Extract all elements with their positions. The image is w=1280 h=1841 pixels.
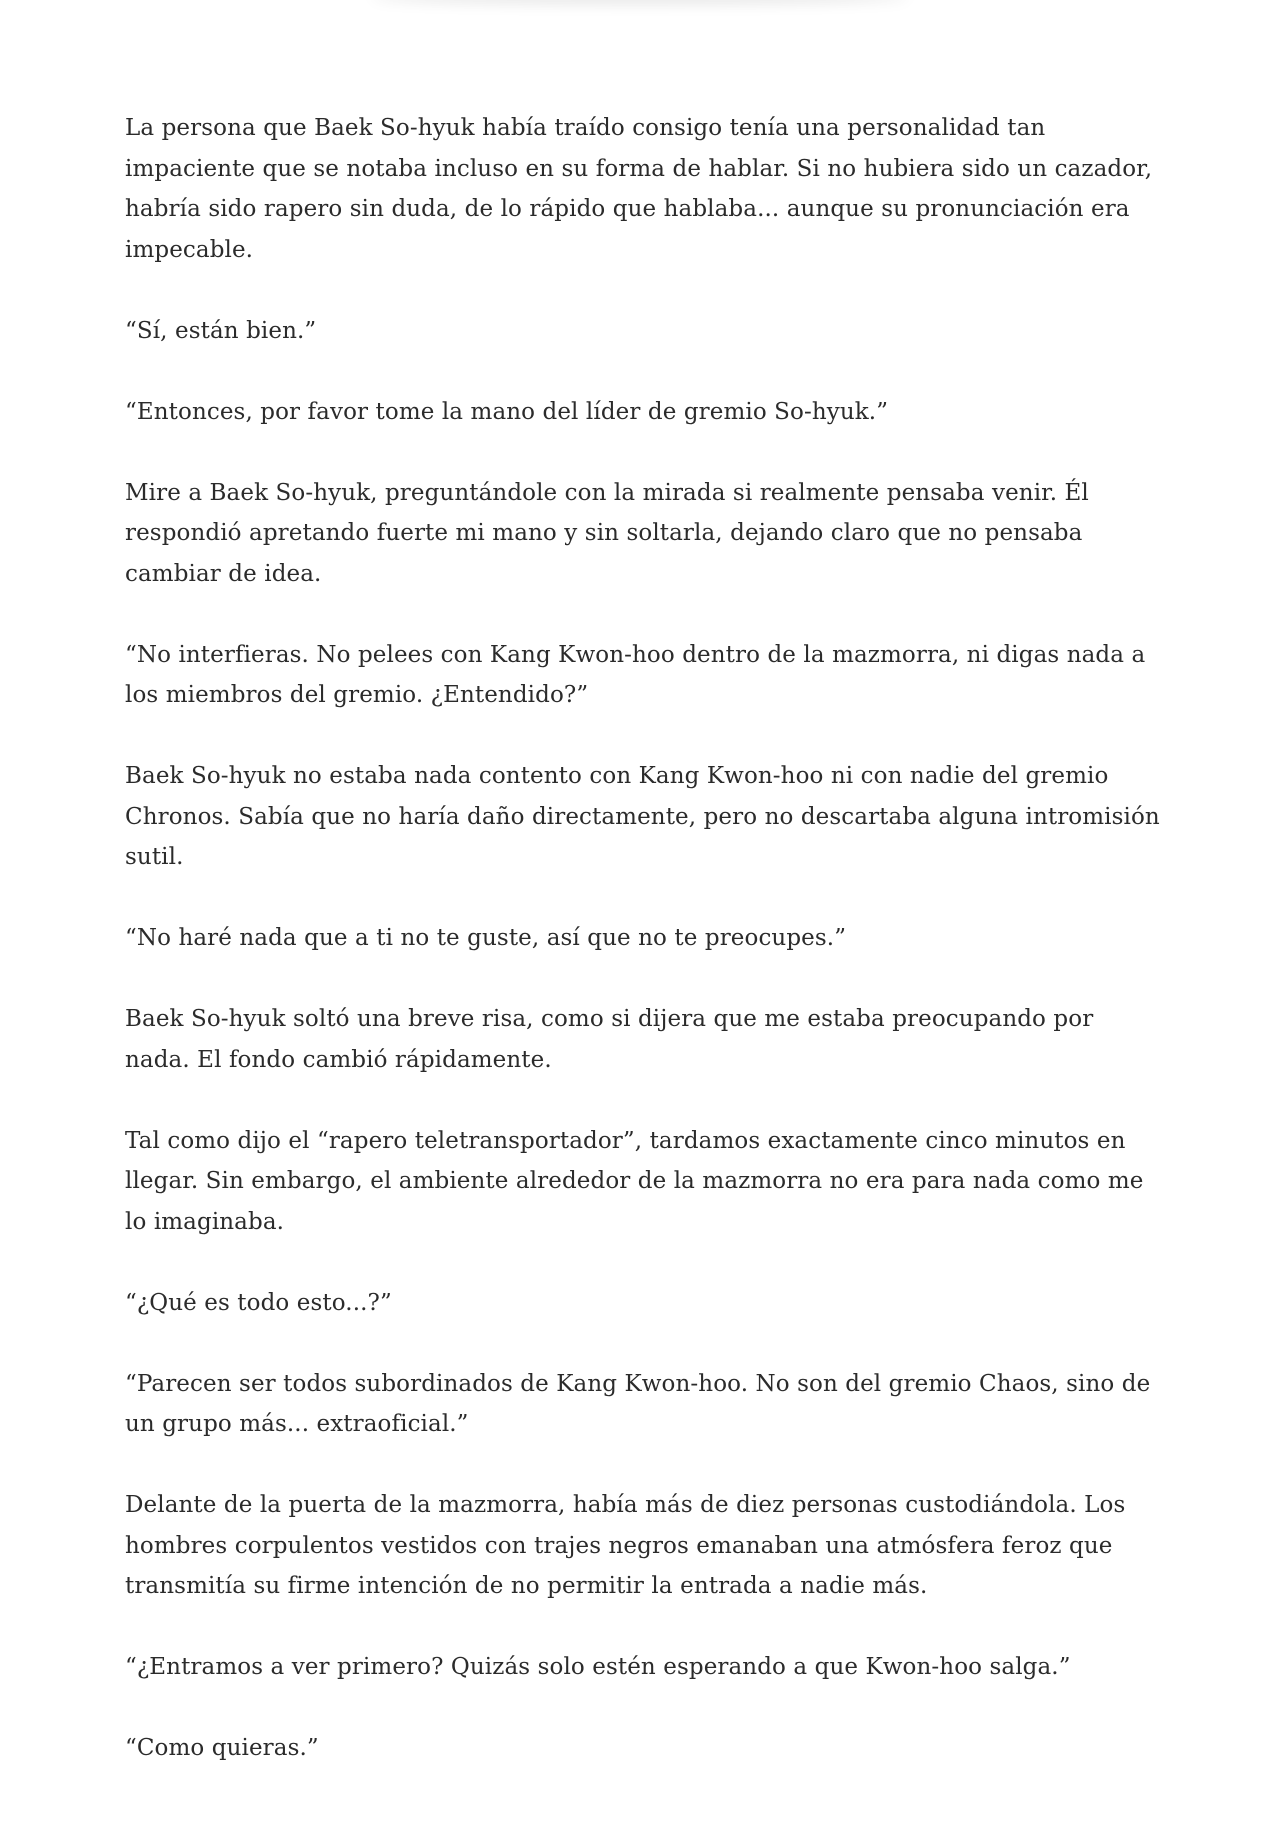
- dialogue-line: “No interfieras. No pelees con Kang Kwon-hoo dentro de la mazmorra, ni digas nada a los miembros del gremio. ¿Entendido?”: [125, 641, 1146, 708]
- paragraph: Baek So-hyuk soltó una breve risa, como si dijera que me estaba preocupando por nada. El fondo cambió rápidamente.: [125, 1006, 1094, 1073]
- paragraph: Tal como dijo el “rapero teletransportador”, tardamos exactamente cinco minutos en llegar. Sin embargo, el ambiente alrededor de la mazmorra no era para nada como me lo imaginaba.: [125, 1127, 1144, 1235]
- article-body: [125, 108, 1165, 1809]
- dialogue-line: “No haré nada que a ti no te guste, así que no te preocupes.”: [125, 925, 847, 951]
- dialogue-line: “Entonces, por favor tome la mano del líder de gremio So-hyuk.”: [125, 398, 889, 425]
- paragraph: Mire a Baek So-hyuk, preguntándole con la mirada si realmente pensaba venir. Él respondió apretando fuerte mi mano y sin soltarla, dejando claro que no pensaba cambiar de idea.: [125, 479, 1089, 587]
- dialogue-line: “Parecen ser todos subordinados de Kang Kwon-hoo. No son del gremio Chaos, sino de un grupo más... extraoficial.”: [125, 1370, 1151, 1437]
- dialogue-line: “¿Qué es todo esto...?”: [125, 1289, 392, 1316]
- dialogue-line: “Como quieras.”: [125, 1735, 319, 1761]
- paragraph: Delante de la puerta de la mazmorra, había más de diez personas custodiándola. Los hombres corpulentos vestidos con trajes negros emanaban una atmósfera feroz que transmitía su firme intención de no permitir la entrada a nadie más.: [125, 1492, 1126, 1599]
- paragraph: La persona que Baek So-hyuk había traído consigo tenía una personalidad tan impaciente que se notaba incluso en su forma de hablar. Si no hubiera sido un cazador, habría sido rapero sin duda, de lo rápido que hablaba... aunque su pronunciación era impecable.: [125, 115, 1153, 263]
- dialogue-line: “¿Entramos a ver primero? Quizás solo estén esperando a que Kwon-hoo salga.”: [125, 1654, 1071, 1680]
- dialogue-line: “Sí, están bien.”: [125, 317, 317, 344]
- paragraph: Baek So-hyuk no estaba nada contento con Kang Kwon-hoo ni con nadie del gremio Chronos. Sabía que no haría daño directamente, pero no descartaba alguna intromisión sutil.: [125, 763, 1160, 870]
